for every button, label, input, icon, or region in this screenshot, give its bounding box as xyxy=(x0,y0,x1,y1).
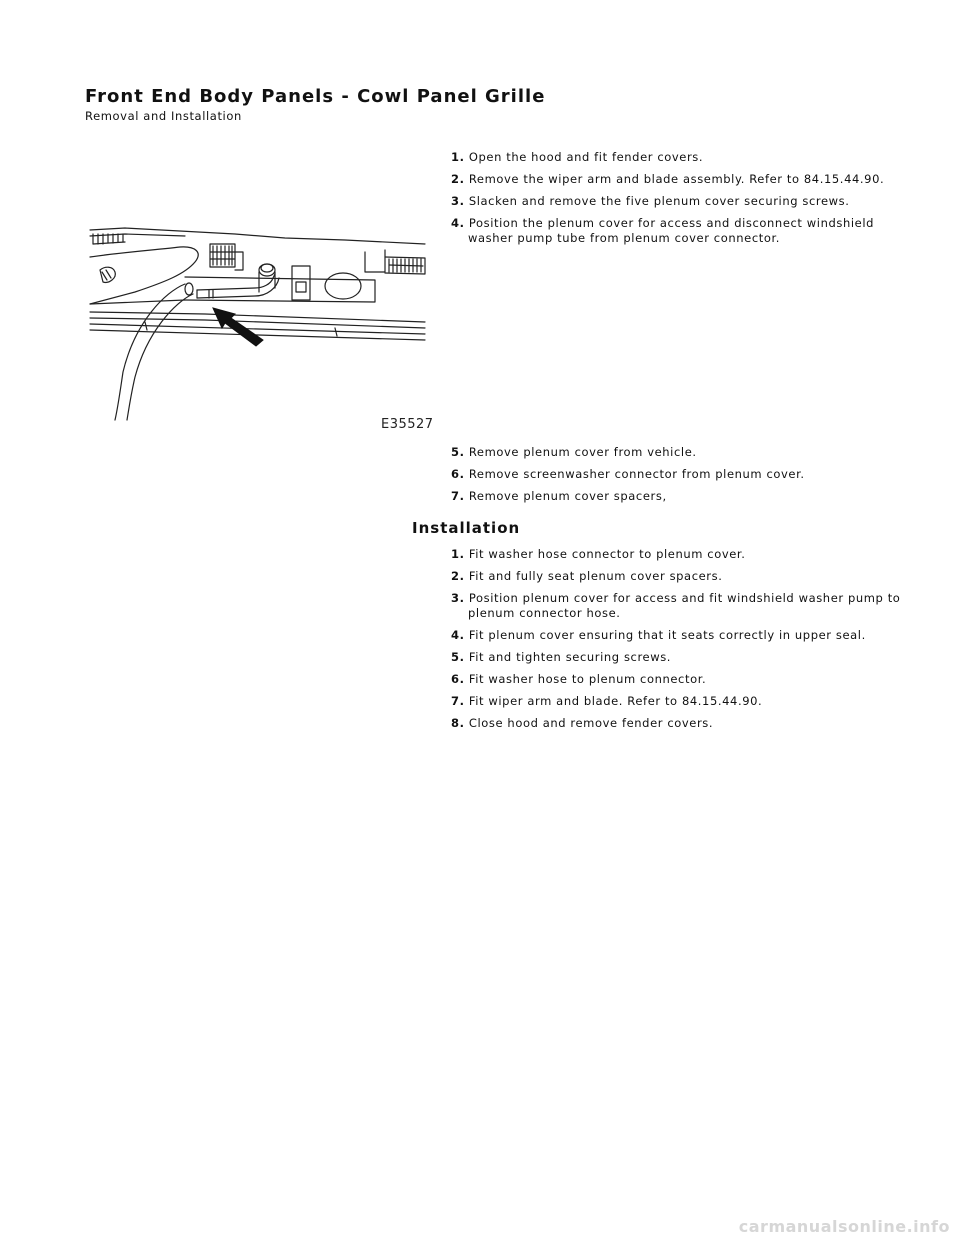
step-number: 7. xyxy=(451,694,465,708)
step-item xyxy=(451,672,911,687)
step-text: Remove plenum cover from vehicle. xyxy=(468,445,697,459)
step-number: 7. xyxy=(451,489,465,503)
step-text: Fit and tighten securing screws. xyxy=(468,650,672,664)
installation-steps-list xyxy=(451,547,911,738)
step-number: 2. xyxy=(451,172,465,186)
step-text: Open the hood and fit fender covers. xyxy=(468,150,704,164)
removal-steps-list xyxy=(451,150,911,253)
step-number: 4. xyxy=(451,216,465,230)
step-number: 6. xyxy=(451,467,465,481)
step-number: 2. xyxy=(451,569,465,583)
step-item xyxy=(451,150,911,165)
figure-id: E35527 xyxy=(381,417,434,432)
step-text: Position the plenum cover for access and disconnect windshield washer pump tube from plenum cover connector. xyxy=(468,216,875,245)
step-item xyxy=(451,194,911,209)
site-watermark: carmanualsonline.info xyxy=(738,1217,950,1236)
step-item xyxy=(451,216,911,246)
step-item xyxy=(451,569,911,584)
step-number: 1. xyxy=(451,150,465,164)
step-number: 6. xyxy=(451,672,465,686)
step-item xyxy=(451,467,911,482)
step-text: Remove the wiper arm and blade assembly. Refer to 84.15.44.90. xyxy=(468,172,885,186)
step-number: 5. xyxy=(451,445,465,459)
page-title: Front End Body Panels - Cowl Panel Grille xyxy=(85,86,546,107)
step-item xyxy=(451,694,911,709)
step-text: Fit washer hose to plenum connector. xyxy=(468,672,707,686)
step-number: 8. xyxy=(451,716,465,730)
step-item xyxy=(451,716,911,731)
step-text: Fit washer hose connector to plenum cover. xyxy=(468,547,746,561)
step-text: Close hood and remove fender covers. xyxy=(468,716,714,730)
installation-heading: Installation xyxy=(412,519,521,537)
step-text: Fit wiper arm and blade. Refer to 84.15.44.90. xyxy=(468,694,763,708)
cowl-plenum-washer-connector-illustration xyxy=(85,222,435,434)
step-text: Remove screenwasher connector from plenum cover. xyxy=(468,467,805,481)
step-number: 3. xyxy=(451,194,465,208)
step-item xyxy=(451,172,911,187)
step-number: 4. xyxy=(451,628,465,642)
step-text: Slacken and remove the five plenum cover securing screws. xyxy=(468,194,850,208)
step-item xyxy=(451,650,911,665)
step-number: 1. xyxy=(451,547,465,561)
step-text: Fit plenum cover ensuring that it seats correctly in upper seal. xyxy=(468,628,866,642)
step-item xyxy=(451,547,911,562)
step-number: 3. xyxy=(451,591,465,605)
step-text: Remove plenum cover spacers, xyxy=(468,489,667,503)
step-item xyxy=(451,489,911,504)
page-subtitle: Removal and Installation xyxy=(85,109,242,123)
step-number: 5. xyxy=(451,650,465,664)
step-item xyxy=(451,628,911,643)
step-item xyxy=(451,591,911,621)
step-text: Position plenum cover for access and fit windshield washer pump to plenum connector hose. xyxy=(468,591,901,620)
step-text: Fit and fully seat plenum cover spacers. xyxy=(468,569,723,583)
removal-steps-list-continued xyxy=(451,445,911,511)
step-item xyxy=(451,445,911,460)
